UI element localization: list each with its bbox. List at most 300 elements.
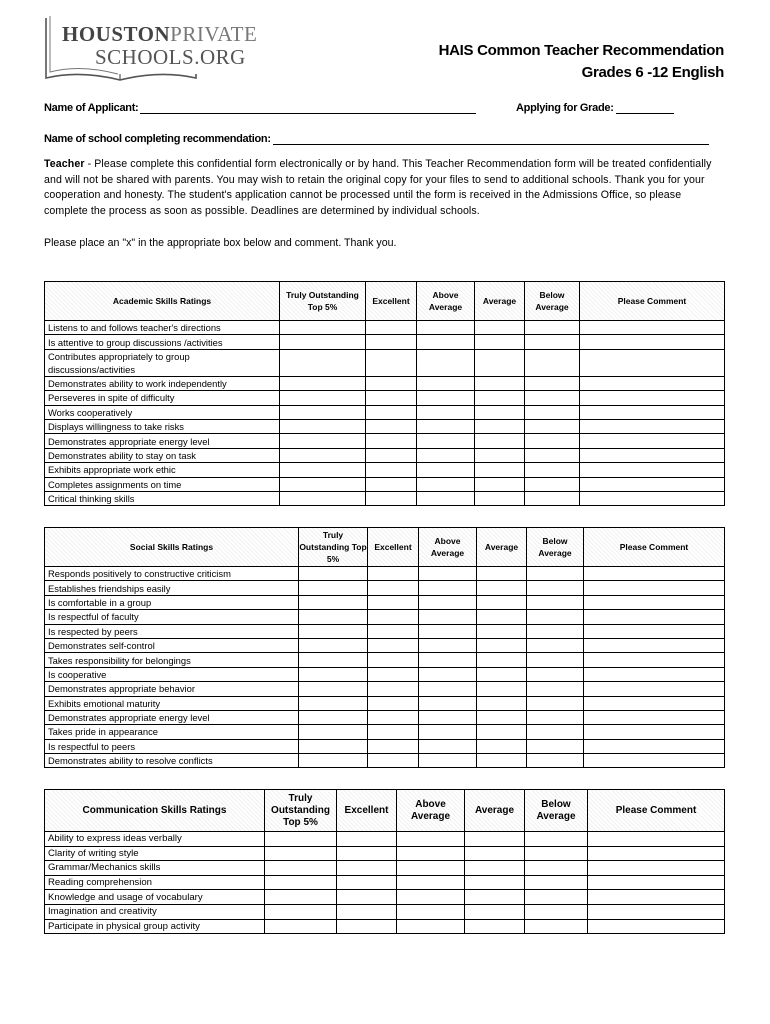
- cell-below-average[interactable]: [525, 419, 580, 433]
- table-row: [45, 653, 725, 667]
- table-row: [45, 624, 725, 638]
- skill-label: Exhibits emotional maturity: [45, 696, 299, 710]
- skill-label: Critical thinking skills: [45, 491, 280, 505]
- cell-above-average[interactable]: [419, 725, 477, 739]
- cell-below-average[interactable]: [525, 463, 580, 477]
- cell-average[interactable]: [477, 739, 527, 753]
- skill-label: Demonstrates ability to resolve conflicts: [45, 754, 299, 768]
- cell-below-average[interactable]: [525, 919, 588, 934]
- cell-average[interactable]: [477, 710, 527, 724]
- cell-below-average[interactable]: [527, 653, 584, 667]
- communication-skills-table: [44, 789, 725, 934]
- cell-above-average[interactable]: [397, 875, 465, 890]
- col-excellent: Excellent: [366, 282, 417, 321]
- cell-below-average[interactable]: [525, 335, 580, 349]
- cell-comment[interactable]: [588, 861, 725, 876]
- cell-below-average[interactable]: [527, 739, 584, 753]
- school-row: [44, 132, 709, 145]
- table-heading: Academic Skills Ratings: [45, 282, 280, 321]
- table-row: [45, 739, 725, 753]
- table-row: [45, 567, 725, 581]
- cell-below-average[interactable]: [527, 667, 584, 681]
- cell-excellent[interactable]: [368, 610, 419, 624]
- cell-average[interactable]: [465, 861, 525, 876]
- skill-label: Ability to express ideas verbally: [45, 832, 265, 847]
- cell-average[interactable]: [477, 610, 527, 624]
- cell-below-average[interactable]: [527, 638, 584, 652]
- cell-average[interactable]: [475, 477, 525, 491]
- cell-excellent[interactable]: [366, 391, 417, 405]
- cell-average[interactable]: [477, 754, 527, 768]
- cell-average[interactable]: [477, 581, 527, 595]
- cell-average[interactable]: [475, 335, 525, 349]
- social-skills-table: [44, 527, 725, 768]
- cell-comment[interactable]: [588, 846, 725, 861]
- cell-truly-outstanding[interactable]: [280, 405, 366, 419]
- table-heading: Communication Skills Ratings: [45, 790, 265, 832]
- cell-excellent[interactable]: [366, 477, 417, 491]
- cell-above-average[interactable]: [417, 391, 475, 405]
- cell-below-average[interactable]: [525, 832, 588, 847]
- cell-average[interactable]: [477, 667, 527, 681]
- cell-average[interactable]: [477, 624, 527, 638]
- skill-label: Is respected by peers: [45, 624, 299, 638]
- skill-label: Is respectful to peers: [45, 739, 299, 753]
- school-label: Name of school completing recommendation:: [44, 133, 271, 145]
- table-row: [45, 846, 725, 861]
- skill-label: Completes assignments on time: [45, 477, 280, 491]
- cell-comment[interactable]: [584, 638, 725, 652]
- cell-comment[interactable]: [580, 491, 725, 505]
- cell-above-average[interactable]: [419, 682, 477, 696]
- cell-above-average[interactable]: [419, 696, 477, 710]
- cell-average[interactable]: [465, 846, 525, 861]
- cell-truly-outstanding[interactable]: [265, 846, 337, 861]
- cell-comment[interactable]: [580, 405, 725, 419]
- cell-excellent[interactable]: [366, 376, 417, 390]
- cell-excellent[interactable]: [366, 463, 417, 477]
- form-subtitle: Grades 6 -12 English: [581, 64, 724, 81]
- cell-excellent[interactable]: [368, 725, 419, 739]
- cell-below-average[interactable]: [527, 682, 584, 696]
- cell-comment[interactable]: [580, 349, 725, 376]
- table-row: [45, 754, 725, 768]
- cell-comment[interactable]: [584, 710, 725, 724]
- cell-average[interactable]: [477, 638, 527, 652]
- skill-label: Demonstrates appropriate energy level: [45, 434, 280, 448]
- table-row: [45, 919, 725, 934]
- cell-above-average[interactable]: [417, 376, 475, 390]
- cell-truly-outstanding[interactable]: [280, 477, 366, 491]
- col-truly-outstanding: Truly Outstanding Top 5%: [265, 790, 337, 832]
- grade-field[interactable]: [616, 101, 674, 114]
- cell-above-average[interactable]: [419, 667, 477, 681]
- table-row: [45, 463, 725, 477]
- skill-label: Demonstrates appropriate energy level: [45, 710, 299, 724]
- cell-average[interactable]: [475, 419, 525, 433]
- cell-excellent[interactable]: [337, 904, 397, 919]
- table-row: [45, 391, 725, 405]
- table-row: [45, 861, 725, 876]
- skill-label: Perseveres in spite of difficulty: [45, 391, 280, 405]
- table-row: [45, 875, 725, 890]
- table-row: [45, 904, 725, 919]
- col-truly-outstanding: Truly Outstanding Top 5%: [299, 528, 368, 567]
- cell-excellent[interactable]: [368, 710, 419, 724]
- cell-below-average[interactable]: [527, 610, 584, 624]
- cell-excellent[interactable]: [368, 595, 419, 609]
- cell-below-average[interactable]: [525, 391, 580, 405]
- skill-label: Listens to and follows teacher's directions: [45, 321, 280, 335]
- cell-average[interactable]: [465, 904, 525, 919]
- cell-comment[interactable]: [580, 321, 725, 335]
- cell-excellent[interactable]: [368, 581, 419, 595]
- skill-label: Displays willingness to take risks: [45, 419, 280, 433]
- cell-above-average[interactable]: [397, 890, 465, 905]
- cell-above-average[interactable]: [419, 739, 477, 753]
- cell-comment[interactable]: [584, 739, 725, 753]
- skill-label: Takes responsibility for belongings: [45, 653, 299, 667]
- cell-above-average[interactable]: [419, 567, 477, 581]
- cell-truly-outstanding[interactable]: [280, 491, 366, 505]
- cell-excellent[interactable]: [368, 739, 419, 753]
- cell-below-average[interactable]: [525, 448, 580, 462]
- cell-truly-outstanding[interactable]: [299, 624, 368, 638]
- cell-truly-outstanding[interactable]: [299, 667, 368, 681]
- cell-truly-outstanding[interactable]: [265, 875, 337, 890]
- cell-above-average[interactable]: [419, 754, 477, 768]
- cell-below-average[interactable]: [527, 581, 584, 595]
- cell-excellent[interactable]: [337, 875, 397, 890]
- cell-average[interactable]: [475, 434, 525, 448]
- cell-excellent[interactable]: [366, 321, 417, 335]
- cell-average[interactable]: [477, 567, 527, 581]
- cell-comment[interactable]: [584, 696, 725, 710]
- table-row: [45, 349, 725, 376]
- cell-truly-outstanding[interactable]: [265, 861, 337, 876]
- col-below-average: Below Average: [525, 790, 588, 832]
- cell-truly-outstanding[interactable]: [280, 391, 366, 405]
- cell-below-average[interactable]: [527, 567, 584, 581]
- skill-label: Clarity of writing style: [45, 846, 265, 861]
- skill-label: Demonstrates ability to stay on task: [45, 448, 280, 462]
- cell-above-average[interactable]: [397, 832, 465, 847]
- cell-above-average[interactable]: [417, 463, 475, 477]
- cell-comment[interactable]: [584, 667, 725, 681]
- col-please-comment: Please Comment: [584, 528, 725, 567]
- cell-below-average[interactable]: [525, 491, 580, 505]
- cell-above-average[interactable]: [419, 624, 477, 638]
- col-average: Average: [475, 282, 525, 321]
- cell-average[interactable]: [477, 653, 527, 667]
- cell-above-average[interactable]: [417, 405, 475, 419]
- col-please-comment: Please Comment: [580, 282, 725, 321]
- cell-comment[interactable]: [588, 890, 725, 905]
- cell-above-average[interactable]: [417, 434, 475, 448]
- skill-label: Knowledge and usage of vocabulary: [45, 890, 265, 905]
- col-above-average: Above Average: [417, 282, 475, 321]
- cell-comment[interactable]: [580, 419, 725, 433]
- cell-comment[interactable]: [580, 477, 725, 491]
- table-row: [45, 832, 725, 847]
- cell-excellent[interactable]: [337, 890, 397, 905]
- skill-label: Demonstrates self-control: [45, 638, 299, 652]
- logo-line2: SCHOOLS.ORG: [95, 45, 246, 69]
- col-below-average: Below Average: [527, 528, 584, 567]
- skill-label: Is cooperative: [45, 667, 299, 681]
- cell-truly-outstanding[interactable]: [280, 463, 366, 477]
- cell-excellent[interactable]: [368, 696, 419, 710]
- table-row: [45, 890, 725, 905]
- cell-below-average[interactable]: [527, 725, 584, 739]
- cell-excellent[interactable]: [368, 667, 419, 681]
- col-excellent: Excellent: [337, 790, 397, 832]
- cell-above-average[interactable]: [417, 477, 475, 491]
- cell-excellent[interactable]: [368, 567, 419, 581]
- intro-text: - Please complete this confidential form electronically or by hand. This Teacher Recommendation form will be treated confidentially and will not be shared with parents. You may wish to retain the original copy for your files to send to additional schools. Thank you for your cooperation and honesty. The student's application cannot be processed until the form is received in the Admissions Office, so please complete the process as soon as possible. Deadlines are determined by individual schools.: [44, 158, 712, 217]
- academic-skills-table: [44, 281, 725, 506]
- cell-comment[interactable]: [580, 463, 725, 477]
- cell-truly-outstanding[interactable]: [299, 638, 368, 652]
- table-row: [45, 710, 725, 724]
- cell-above-average[interactable]: [419, 653, 477, 667]
- table-row: [45, 696, 725, 710]
- cell-truly-outstanding[interactable]: [299, 754, 368, 768]
- cell-truly-outstanding[interactable]: [280, 419, 366, 433]
- cell-below-average[interactable]: [525, 349, 580, 376]
- cell-excellent[interactable]: [366, 419, 417, 433]
- cell-truly-outstanding[interactable]: [299, 567, 368, 581]
- cell-average[interactable]: [465, 875, 525, 890]
- col-average: Average: [465, 790, 525, 832]
- skill-label: Grammar/Mechanics skills: [45, 861, 265, 876]
- cell-average[interactable]: [475, 349, 525, 376]
- form-title: HAIS Common Teacher Recommendation: [438, 42, 724, 59]
- cell-excellent[interactable]: [337, 861, 397, 876]
- cell-below-average[interactable]: [525, 846, 588, 861]
- cell-average[interactable]: [465, 890, 525, 905]
- cell-truly-outstanding[interactable]: [280, 349, 366, 376]
- cell-above-average[interactable]: [397, 861, 465, 876]
- cell-excellent[interactable]: [366, 491, 417, 505]
- cell-comment[interactable]: [584, 682, 725, 696]
- cell-above-average[interactable]: [419, 610, 477, 624]
- table-row: [45, 448, 725, 462]
- cell-average[interactable]: [475, 376, 525, 390]
- cell-comment[interactable]: [580, 376, 725, 390]
- cell-average[interactable]: [477, 696, 527, 710]
- school-field[interactable]: [273, 132, 709, 145]
- cell-above-average[interactable]: [417, 448, 475, 462]
- cell-truly-outstanding[interactable]: [280, 448, 366, 462]
- logo-line1: HOUSTONPRIVATE: [62, 22, 258, 46]
- cell-comment[interactable]: [580, 434, 725, 448]
- cell-truly-outstanding[interactable]: [280, 434, 366, 448]
- cell-above-average[interactable]: [419, 638, 477, 652]
- skill-label: Is attentive to group discussions /activities: [45, 335, 280, 349]
- cell-average[interactable]: [475, 448, 525, 462]
- cell-average[interactable]: [475, 463, 525, 477]
- skill-label: Establishes friendships easily: [45, 581, 299, 595]
- col-average: Average: [477, 528, 527, 567]
- cell-truly-outstanding[interactable]: [265, 890, 337, 905]
- cell-below-average[interactable]: [525, 477, 580, 491]
- cell-truly-outstanding[interactable]: [280, 376, 366, 390]
- cell-above-average[interactable]: [419, 710, 477, 724]
- cell-average[interactable]: [465, 919, 525, 934]
- table-row: [45, 434, 725, 448]
- cell-above-average[interactable]: [417, 321, 475, 335]
- table-row: [45, 376, 725, 390]
- cell-excellent[interactable]: [337, 919, 397, 934]
- applicant-name-field[interactable]: [140, 101, 476, 114]
- skill-label: Is comfortable in a group: [45, 595, 299, 609]
- cell-excellent[interactable]: [366, 448, 417, 462]
- cell-excellent[interactable]: [368, 653, 419, 667]
- cell-comment[interactable]: [584, 610, 725, 624]
- cell-below-average[interactable]: [525, 904, 588, 919]
- cell-comment[interactable]: [584, 581, 725, 595]
- form-title-block: [439, 40, 724, 84]
- table-row: [45, 638, 725, 652]
- cell-comment[interactable]: [584, 595, 725, 609]
- cell-below-average[interactable]: [527, 710, 584, 724]
- cell-truly-outstanding[interactable]: [299, 739, 368, 753]
- cell-average[interactable]: [475, 391, 525, 405]
- cell-truly-outstanding[interactable]: [280, 335, 366, 349]
- cell-below-average[interactable]: [527, 696, 584, 710]
- instruction-text: Please place an "x" in the appropriate box below and comment. Thank you.: [44, 237, 397, 249]
- skill-label: Reading comprehension: [45, 875, 265, 890]
- table-row: [45, 725, 725, 739]
- cell-above-average[interactable]: [397, 904, 465, 919]
- cell-comment[interactable]: [588, 832, 725, 847]
- cell-average[interactable]: [475, 321, 525, 335]
- cell-below-average[interactable]: [527, 754, 584, 768]
- table-row: [45, 581, 725, 595]
- cell-above-average[interactable]: [417, 419, 475, 433]
- cell-truly-outstanding[interactable]: [299, 595, 368, 609]
- cell-above-average[interactable]: [417, 335, 475, 349]
- cell-below-average[interactable]: [525, 875, 588, 890]
- col-below-average: Below Average: [525, 282, 580, 321]
- skill-label: Is respectful of faculty: [45, 610, 299, 624]
- cell-comment[interactable]: [580, 391, 725, 405]
- table-row: [45, 682, 725, 696]
- cell-truly-outstanding[interactable]: [280, 321, 366, 335]
- table-row: [45, 595, 725, 609]
- cell-above-average[interactable]: [397, 846, 465, 861]
- intro-paragraph: [44, 157, 724, 219]
- table-row: [45, 335, 725, 349]
- cell-above-average[interactable]: [397, 919, 465, 934]
- cell-truly-outstanding[interactable]: [299, 610, 368, 624]
- skill-label: Responds positively to constructive criticism: [45, 567, 299, 581]
- cell-below-average[interactable]: [525, 861, 588, 876]
- cell-average[interactable]: [465, 832, 525, 847]
- col-above-average: Above Average: [419, 528, 477, 567]
- col-above-average: Above Average: [397, 790, 465, 832]
- cell-excellent[interactable]: [337, 846, 397, 861]
- cell-below-average[interactable]: [525, 434, 580, 448]
- cell-above-average[interactable]: [419, 595, 477, 609]
- table-row: [45, 405, 725, 419]
- skill-label: Takes pride in appearance: [45, 725, 299, 739]
- cell-truly-outstanding[interactable]: [265, 919, 337, 934]
- cell-comment[interactable]: [588, 875, 725, 890]
- cell-comment[interactable]: [580, 448, 725, 462]
- cell-comment[interactable]: [580, 335, 725, 349]
- cell-excellent[interactable]: [368, 624, 419, 638]
- skill-label: Demonstrates appropriate behavior: [45, 682, 299, 696]
- table-row: [45, 610, 725, 624]
- table-row: [45, 419, 725, 433]
- cell-excellent[interactable]: [368, 638, 419, 652]
- table-row: [45, 477, 725, 491]
- cell-excellent[interactable]: [366, 405, 417, 419]
- cell-below-average[interactable]: [527, 624, 584, 638]
- grade-row: [516, 101, 674, 114]
- cell-average[interactable]: [477, 595, 527, 609]
- table-row: [45, 667, 725, 681]
- cell-excellent[interactable]: [366, 349, 417, 376]
- cell-average[interactable]: [475, 491, 525, 505]
- skill-label: Demonstrates ability to work independently: [45, 376, 280, 390]
- cell-comment[interactable]: [588, 919, 725, 934]
- cell-excellent[interactable]: [368, 754, 419, 768]
- cell-truly-outstanding[interactable]: [265, 832, 337, 847]
- col-excellent: Excellent: [368, 528, 419, 567]
- cell-excellent[interactable]: [368, 682, 419, 696]
- cell-truly-outstanding[interactable]: [299, 653, 368, 667]
- cell-below-average[interactable]: [525, 376, 580, 390]
- cell-comment[interactable]: [584, 653, 725, 667]
- cell-above-average[interactable]: [417, 491, 475, 505]
- cell-comment[interactable]: [584, 567, 725, 581]
- cell-below-average[interactable]: [525, 321, 580, 335]
- cell-below-average[interactable]: [525, 890, 588, 905]
- cell-truly-outstanding[interactable]: [299, 682, 368, 696]
- cell-excellent[interactable]: [337, 832, 397, 847]
- applicant-name-label: Name of Applicant:: [44, 102, 139, 114]
- cell-average[interactable]: [477, 725, 527, 739]
- skill-label: Imagination and creativity: [45, 904, 265, 919]
- cell-excellent[interactable]: [366, 335, 417, 349]
- skill-label: Works cooperatively: [45, 405, 280, 419]
- skill-label: Contributes appropriately to group discussions/activities: [45, 349, 280, 376]
- cell-comment[interactable]: [588, 904, 725, 919]
- cell-comment[interactable]: [584, 725, 725, 739]
- cell-truly-outstanding[interactable]: [265, 904, 337, 919]
- applicant-name-row: [44, 101, 476, 114]
- cell-below-average[interactable]: [527, 595, 584, 609]
- skill-label: Exhibits appropriate work ethic: [45, 463, 280, 477]
- cell-comment[interactable]: [584, 624, 725, 638]
- grade-label: Applying for Grade:: [516, 102, 614, 114]
- cell-average[interactable]: [475, 405, 525, 419]
- cell-comment[interactable]: [584, 754, 725, 768]
- cell-excellent[interactable]: [366, 434, 417, 448]
- cell-truly-outstanding[interactable]: [299, 710, 368, 724]
- cell-above-average[interactable]: [419, 581, 477, 595]
- cell-truly-outstanding[interactable]: [299, 696, 368, 710]
- cell-truly-outstanding[interactable]: [299, 581, 368, 595]
- cell-below-average[interactable]: [525, 405, 580, 419]
- cell-truly-outstanding[interactable]: [299, 725, 368, 739]
- cell-average[interactable]: [477, 682, 527, 696]
- col-truly-outstanding: Truly Outstanding Top 5%: [280, 282, 366, 321]
- cell-above-average[interactable]: [417, 349, 475, 376]
